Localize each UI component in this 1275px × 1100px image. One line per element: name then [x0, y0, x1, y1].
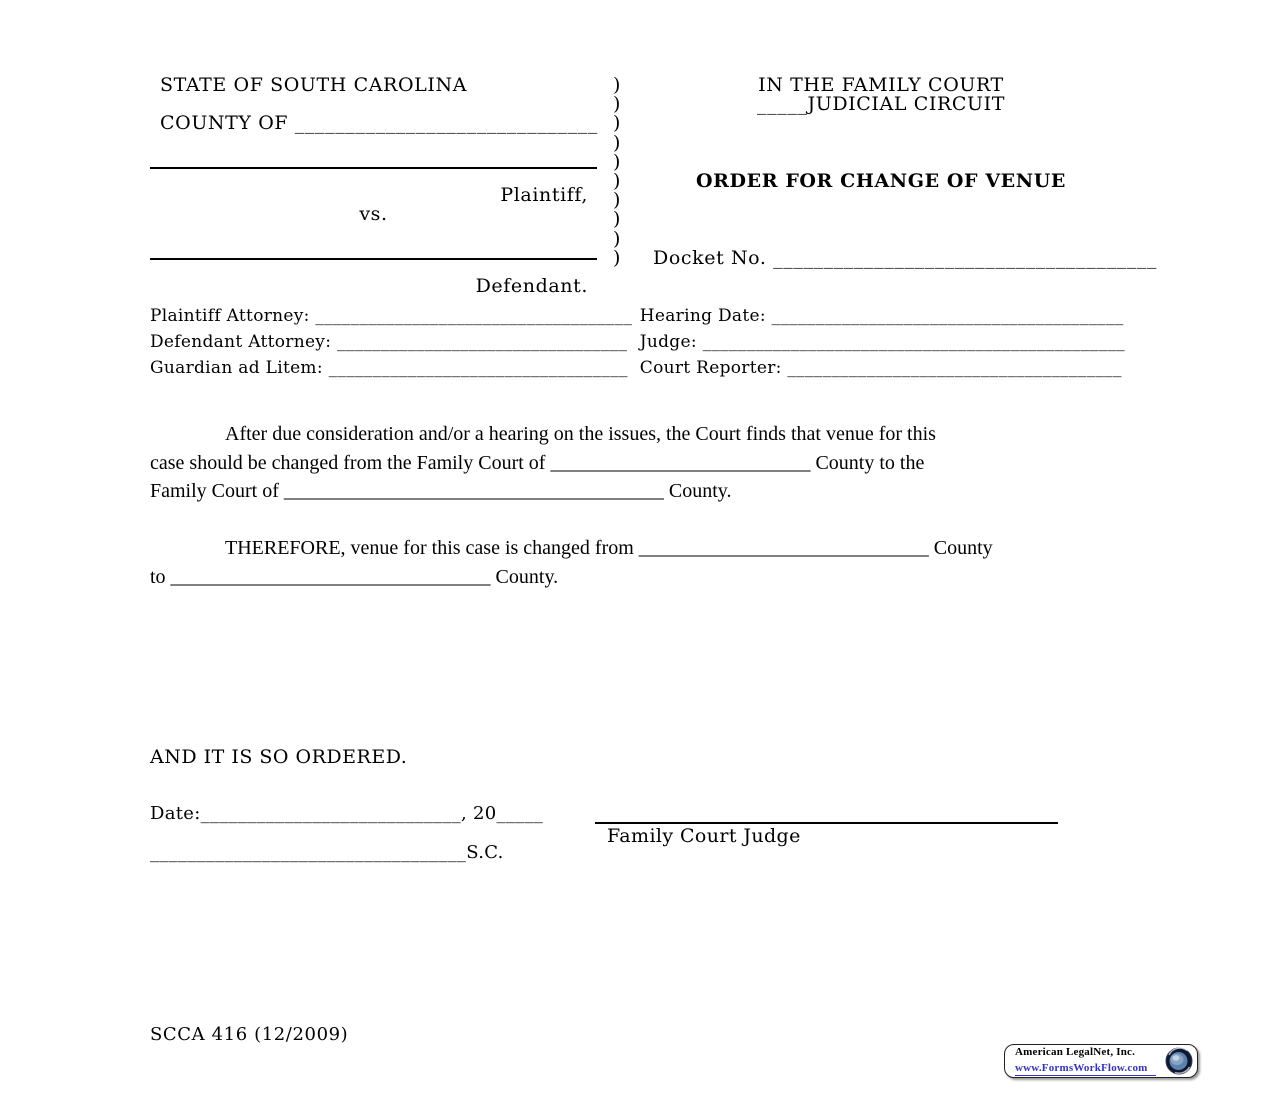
document-title: ORDER FOR CHANGE OF VENUE: [696, 169, 1066, 192]
badge-text-block: [1015, 1046, 1165, 1076]
plaintiff-attorney-line: Plaintiff Attorney: ____________________________________: [150, 306, 633, 326]
form-number: SCCA 416 (12/2009): [150, 1024, 349, 1045]
case-caption: [150, 74, 1157, 297]
therefore-paragraph: [150, 534, 1140, 591]
hearing-date-line: Hearing Date: ________________________________________: [639, 306, 1124, 326]
paren: ): [612, 112, 621, 135]
caption-paren-column: [597, 76, 637, 296]
paren: ): [612, 246, 621, 269]
defendant-attorney-line: Defendant Attorney: _________________________________: [150, 332, 628, 352]
judicial-circuit-line: _____JUDICIAL CIRCUIT: [757, 93, 1005, 116]
paren: ): [612, 131, 621, 154]
vs-label: vs.: [359, 203, 388, 226]
case-info-block: [150, 303, 1125, 381]
docket-number-line: Docket No. ______________________________________: [653, 246, 1157, 269]
paragraph-line: THEREFORE, venue for this case is changed from _____________________________ County: [225, 537, 993, 559]
case-info-right-column: [640, 303, 1125, 381]
globe-logo-icon: [1165, 1047, 1193, 1075]
paragraph-line: After due consideration and/or a hearing on the issues, the Court finds that venue for this: [225, 423, 936, 445]
court-name-line: IN THE FAMILY COURT: [758, 74, 1004, 96]
defendant-label: Defendant.: [475, 274, 588, 297]
paren: ): [612, 227, 621, 250]
state-line: STATE OF SOUTH CAROLINA: [160, 74, 468, 96]
findings-paragraph: [150, 420, 1140, 506]
paren: ): [612, 169, 621, 192]
paren: ): [612, 189, 621, 212]
guardian-ad-litem-line: Guardian ad Litem: __________________________________: [150, 358, 628, 378]
judge-signature-label: Family Court Judge: [607, 825, 801, 847]
plaintiff-label: Plaintiff,: [500, 183, 588, 206]
judge-signature-line: [595, 822, 1058, 824]
paragraph-line: case should be changed from the Family Court of __________________________ County to the: [150, 451, 925, 474]
badge-company-name: American LegalNet, Inc.: [1015, 1046, 1136, 1058]
caption-right-column: [637, 74, 1157, 296]
paren: ): [612, 150, 621, 173]
so-ordered-line: AND IT IS SO ORDERED.: [150, 746, 408, 768]
sc-blank-line: __________________________________S.C.: [150, 842, 504, 863]
court-reporter-line: Court Reporter: ______________________________________: [639, 358, 1122, 378]
plaintiff-name-blank-line: [150, 167, 597, 169]
judge-line: Judge: ________________________________________________: [639, 332, 1125, 352]
formsworkflow-link[interactable]: www.FormsWorkFlow.com: [1015, 1062, 1156, 1076]
paren: ): [612, 208, 621, 231]
american-legalnet-badge: [1004, 1044, 1198, 1078]
paren: ): [612, 74, 621, 96]
caption-left-column: [150, 76, 597, 296]
date-blank-line: Date:____________________________, 20_____: [150, 803, 544, 824]
paragraph-line: to ________________________________ County.: [150, 565, 559, 588]
paren: ): [612, 93, 621, 116]
case-info-left-column: [150, 303, 640, 381]
county-line: COUNTY OF ______________________________: [160, 112, 598, 135]
defendant-name-blank-line: [150, 258, 597, 260]
paragraph-line: Family Court of ______________________________________ County.: [150, 480, 732, 503]
